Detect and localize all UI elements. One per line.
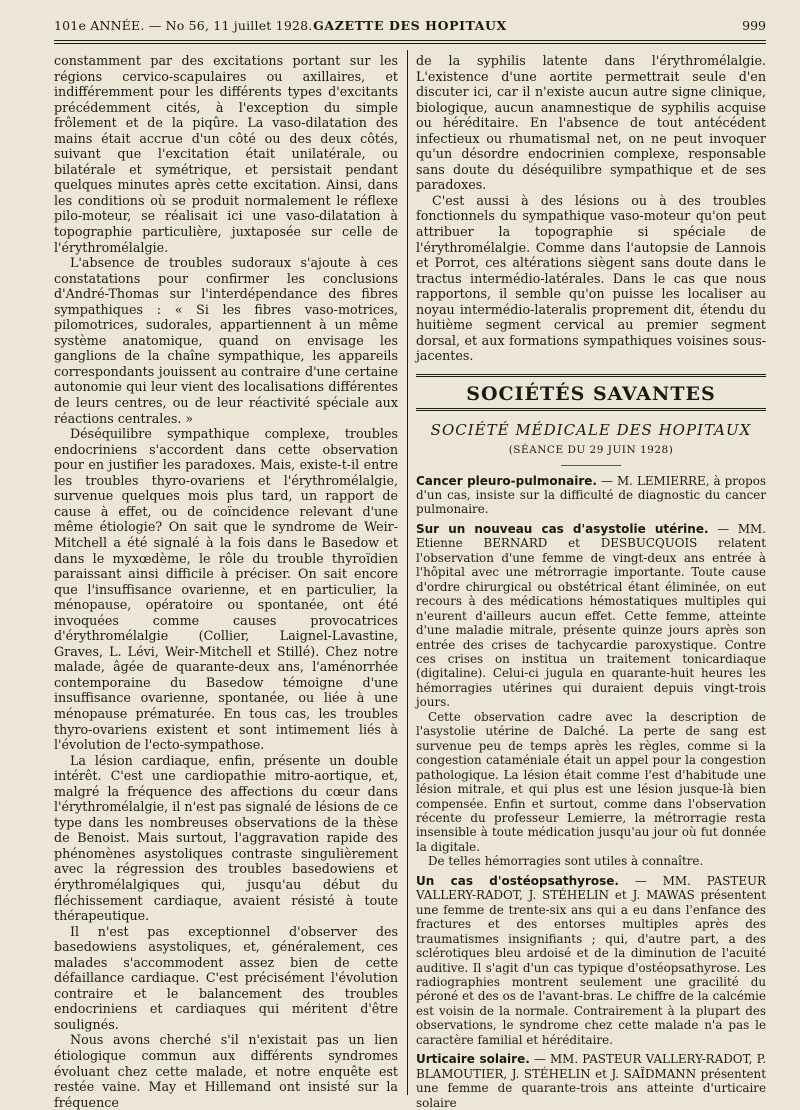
society-name: SOCIÉTÉ MÉDICALE DES HOPITAUX xyxy=(430,421,752,440)
entry-title: Urticaire solaire. xyxy=(416,1052,530,1067)
entry-body: — MM. PASTEUR VALLERY-RADOT, P. BLAMOUTIER, J. STÉHELIN et J. SAÏDMANN présentent une femme de quarante-trois ans atteinte d'urticaire solaire xyxy=(416,1052,766,1110)
entry-continuation: Cette observation cadre avec la description de l'asystolie utérine de Dalché. La perte de sang est survenue peu de temps après les règles, comme si la congestion cataméniale était un appel pour la congestion pathologique. La lésion était comme l'est d'habitude une lésion mitrale, et qui plus est une lésion jusque-là bien compensée. Enfin et surtout, comme dans l'observation récente du professeur Lemierre, la métrorragie resta insensible à toute médication jusqu'au jour où fut donnée la digitale. xyxy=(416,709,766,854)
section-title: SOCIÉTÉS SAVANTES xyxy=(466,382,716,405)
entry xyxy=(416,1052,766,1110)
journal-title: GAZETTE DES HOPITAUX xyxy=(313,18,507,33)
entry xyxy=(416,474,766,517)
short-rule xyxy=(561,465,621,466)
entry xyxy=(416,522,766,710)
section-rule xyxy=(416,374,766,377)
issue-info: 101e ANNÉE. — No 56, 11 juillet 1928. xyxy=(54,18,313,33)
entry-title: Sur un nouveau cas d'asystolie utérine. xyxy=(416,521,709,536)
entry-body: — MM. PASTEUR VALLERY-RADOT, J. STÉHELIN et J. MAWAS présentent une femme de trente-six ans qui a eu dans l'enfance des fractures et des entorses multiples après des traumatismes insignifiants ; qui, d'autre part, a des sclérotiques bleu ardoisé et de la diminution de l'acuité auditive. Il s'agit d'un cas typique d'ostéopsathyrose. Les radiographies montrent seulement une gracilité du péroné et des os de l'avant-bras. Le chiffre de la calcémie est voisin de la normale. Contrairement à la plupart des observations, le syndrome chez cette malade n'a pas le caractère familial et héréditaire. xyxy=(416,873,766,1047)
entry-continuation: De telles hémorragies sont utiles à connaître. xyxy=(428,854,704,869)
header-rule-top xyxy=(54,40,766,41)
left-column xyxy=(54,53,398,1110)
header-rule-bottom xyxy=(54,43,766,44)
entry-title: Cancer pleuro-pulmonaire. xyxy=(416,473,597,488)
proceedings xyxy=(416,474,766,1110)
seance-date: (SÉANCE DU 29 JUIN 1928) xyxy=(508,444,674,457)
paragraph: La lésion cardiaque, enfin, présente un double intérêt. C'est une cardiopathie mitro-aortique, et, malgré la fréquence des affections du cœur dans l'érythromélalgie, il n'est pas signalé de lésions de ce type dans les nombreuses observations de la thèse de Benoist. Mais surtout, l'aggravation rapide des phénomènes asystoliques contraste singulièrement avec la régression des troubles basedowiens et érythromélalgiques qui, jusqu'au début du fléchissement cardiaque, avaient résisté à toute thérapeutique. xyxy=(54,752,398,924)
page-header xyxy=(54,16,766,38)
section-rule xyxy=(416,408,766,411)
paragraph: Il n'est pas exceptionnel d'observer des basedowiens asystoliques, et, généralement, ces malades s'accommodent assez bien de cette défaillance cardiaque. C'est précisément l'évolution contraire et le balancement des troubles endocriniens et cardiaques qui méritent d'être soulignés. xyxy=(54,923,398,1032)
paragraph: Nous avons cherché s'il n'existait pas un lien étiologique commun aux différents syndromes évoluant chez cette malade, et notre enquête est restée vaine. May et Hillemand ont insisté sur la fréquence xyxy=(54,1032,398,1110)
right-column xyxy=(416,53,766,1110)
entry-body: — MM. Etienne BERNARD et DESBUCQUOIS relatent l'observation d'une femme de vingt-deux ans entrée à l'hôpital avec une métrorragie importante. Toute cause d'ordre chirurgical ou obstétrical étant éliminée, on eut recours à des médications hémostatiques multiples qui n'eurent d'ailleurs aucun effet. Cette femme, atteinte d'une maladie mitrale, présente quinze jours après son entrée des crises de tachycardie paroxystique. Contre ces crises on institua un traitement tonicardiaque (digitaline). Celui-ci jugula en quarante-huit heures les hémorragies utérines qui duraient depuis vingt-trois jours. xyxy=(416,521,766,710)
paragraph: Déséquilibre sympathique complexe, troubles endocriniens s'accordent dans cette observation pour en justifier les paradoxes. Mais, existe-t-il entre les troubles thyro-ovariens et l'érythromélalgie, survenue quelques mois plus tard, un rapport de cause à effet, ou de coïncidence relevant d'une même étiologie? On sait que le syndrome de Weir-Mitchell a été signalé à la fois dans le Basedow et dans le myxœdème, le rôle du trouble thyroïdien paraissant ainsi difficile à préciser. On sait encore que l'insuffisance ovarienne, et en particulier, la ménopause, opératoire ou spontanée, ont été invoquées comme causes provocatrices d'érythromélalgie (Collier, Laignel-Lavastine, Graves, L. Lévi, Weir-Mitchell et Stillé). Chez notre malade, âgée de quarante-deux ans, l'aménorrhée contemporaine du Basedow témoigne d'une insuffisance ovarienne, spontanée, ou liée à une ménopause prématurée. En tous cas, les troubles thyro-ovariens existent et sont intimement liés à l'évolution de l'ecto-sympathose. xyxy=(54,426,398,753)
paragraph: de la syphilis latente dans l'érythromélalgie. L'existence d'une aortite permettrait seule d'en discuter ici, car il n'existe aucun autre signe clinique, biologique, aucun anamnestique de syphilis acquise ou héréditaire. En l'absence de tout antécédent infectieux ou rhumatismal net, on ne peut invoquer qu'un désordre endocrinien complexe, responsable sans doute du déséquilibre sympathique et de ses paradoxes. xyxy=(416,53,766,193)
paragraph: L'absence de troubles sudoraux s'ajoute à ces constatations pour confirmer les conclusions d'André-Thomas sur l'interdépendance des fibres sympathiques : « Si les fibres vaso-motrices, pilomotrices, sudorales, appartiennent à un même système anatomique, quand on envisage les ganglions de la chaîne sympathique, les appareils correspondants jouissent au contraire d'une certaine autonomie qui leur vient des localisations différentes de leurs centres, ou de leur réactivité spéciale aux réactions centrales. » xyxy=(54,255,398,426)
entry-title: Un cas d'ostéopsathyrose. xyxy=(416,873,619,888)
entry xyxy=(416,874,766,1047)
paragraph: constamment par des excitations portant sur les régions cervico-scapulaires ou axillaires, et indifféremment pour les différents types d'excitants précédemment cités, à l'exception du simple frôlement et de la piqûre. La vaso-dilatation des mains était accrue d'un côté ou des deux côtés, suivant que l'excitation était unilatérale, ou bilatérale et symétrique, et persistait pendant quelques minutes après cette excitation. Ainsi, dans les conditions où se produit normalement le réflexe pilo-moteur, se réalisait ici une vaso-dilatation à topographie particulière, juxtaposée sur celle de l'érythromélalgie. xyxy=(54,53,398,255)
paragraph: C'est aussi à des lésions ou à des troubles fonctionnels du sympathique vaso-moteur qu'on peut attribuer la topographie si spéciale de l'érythromélalgie. Comme dans l'autopsie de Lannois et Porrot, ces altérations siègent sans doute dans le tractus intermédio-latérales. Dans le cas que nous rapportons, il semble qu'on puisse les localiser au noyau intermédio-lateralis proprement dit, étendu du huitième segment cervical au premier segment dorsal, et aux formations sympathiques voisines sous-jacentes. xyxy=(416,192,766,364)
page-number: 999 xyxy=(742,18,766,33)
entry-body: — M. LEMIERRE, à propos d'un cas, insiste sur la difficulté de diagnostic du cancer pulmonaire. xyxy=(416,473,767,517)
column-divider xyxy=(407,50,408,1095)
